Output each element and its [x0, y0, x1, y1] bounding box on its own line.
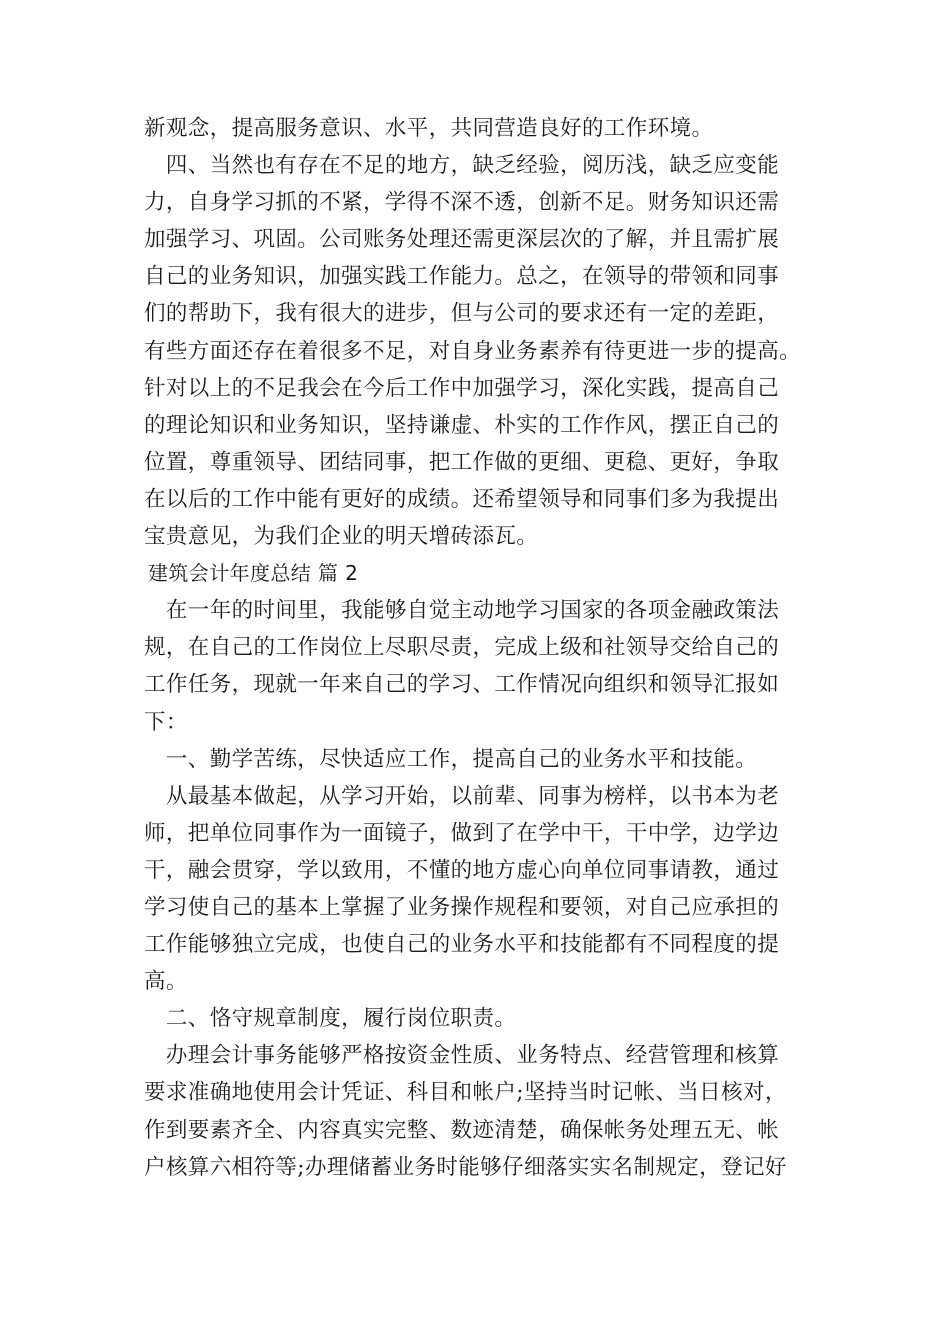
text-line: 学习使自己的基本上掌握了业务操作规程和要领，对自己应承担的 — [144, 894, 780, 920]
text-line: 二、恪守规章制度，履行岗位职责。 — [144, 1006, 517, 1032]
text-line: 在以后的工作中能有更好的成绩。还希望领导和同事们多为我提出 — [144, 486, 780, 512]
text-line: 户核算六相符等;办理储蓄业务时能够仔细落实实名制规定，登记好 — [144, 1154, 787, 1180]
text-line: 从最基本做起，从学习开始，以前辈、同事为榜样，以书本为老 — [144, 783, 780, 809]
text-line: 力，自身学习抓的不紧，学得不深不透，创新不足。财务知识还需 — [144, 190, 780, 216]
text-line: 下： — [144, 709, 188, 735]
text-line: 在一年的时间里，我能够自觉主动地学习国家的各项金融政策法 — [144, 598, 780, 624]
text-line: 加强学习、巩固。公司账务处理还需更深层次的了解，并且需扩展 — [144, 227, 780, 253]
text-line: 自己的业务知识，加强实践工作能力。总之，在领导的带领和同事 — [144, 264, 780, 290]
text-line: 办理会计事务能够严格按资金性质、业务特点、经营管理和核算 — [144, 1043, 780, 1069]
text-line: 工作任务，现就一年来自己的学习、工作情况向组织和领导汇报如 — [144, 672, 780, 698]
text-line: 位置，尊重领导、团结同事，把工作做的更细、更稳、更好，争取 — [144, 449, 780, 475]
text-line: 新观念，提高服务意识、水平，共同营造良好的工作环境。 — [144, 116, 714, 141]
section-heading: 建筑会计年度总结 篇 2 — [148, 561, 359, 586]
text-line: 一、勤学苦练，尽快适应工作，提高自己的业务水平和技能。 — [144, 746, 758, 772]
text-line: 宝贵意见，为我们企业的明天增砖添瓦。 — [144, 524, 539, 550]
text-line: 针对以上的不足我会在今后工作中加强学习，深化实践，提高自己 — [144, 375, 780, 401]
text-line: 作到要素齐全、内容真实完整、数迹清楚，确保帐务处理五无、帐 — [144, 1117, 780, 1143]
text-line: 高。 — [144, 969, 188, 995]
text-line: 工作能够独立完成，也使自己的业务水平和技能都有不同程度的提 — [144, 932, 780, 958]
text-line: 规，在自己的工作岗位上尽职尽责，完成上级和社领导交给自己的 — [144, 635, 780, 661]
document-body — [144, 110, 809, 1186]
text-line: 的理论知识和业务知识，坚持谦虚、朴实的工作作风，摆正自己的 — [144, 412, 780, 438]
text-line: 师，把单位同事作为一面镜子，做到了在学中干，干中学，边学边 — [144, 820, 780, 846]
text-line: 有些方面还存在着很多不足，对自身业务素养有待更进一步的提高。 — [144, 338, 802, 364]
text-line: 们的帮助下，我有很大的进步，但与公司的要求还有一定的差距， — [144, 301, 780, 327]
text-line: 四、当然也有存在不足的地方，缺乏经验，阅历浅，缺乏应变能 — [144, 153, 780, 179]
text-line: 要求准确地使用会计凭证、科目和帐户;坚持当时记帐、当日核对， — [144, 1080, 787, 1106]
text-line: 干，融会贯穿，学以致用，不懂的地方虚心向单位同事请教，通过 — [144, 857, 780, 883]
